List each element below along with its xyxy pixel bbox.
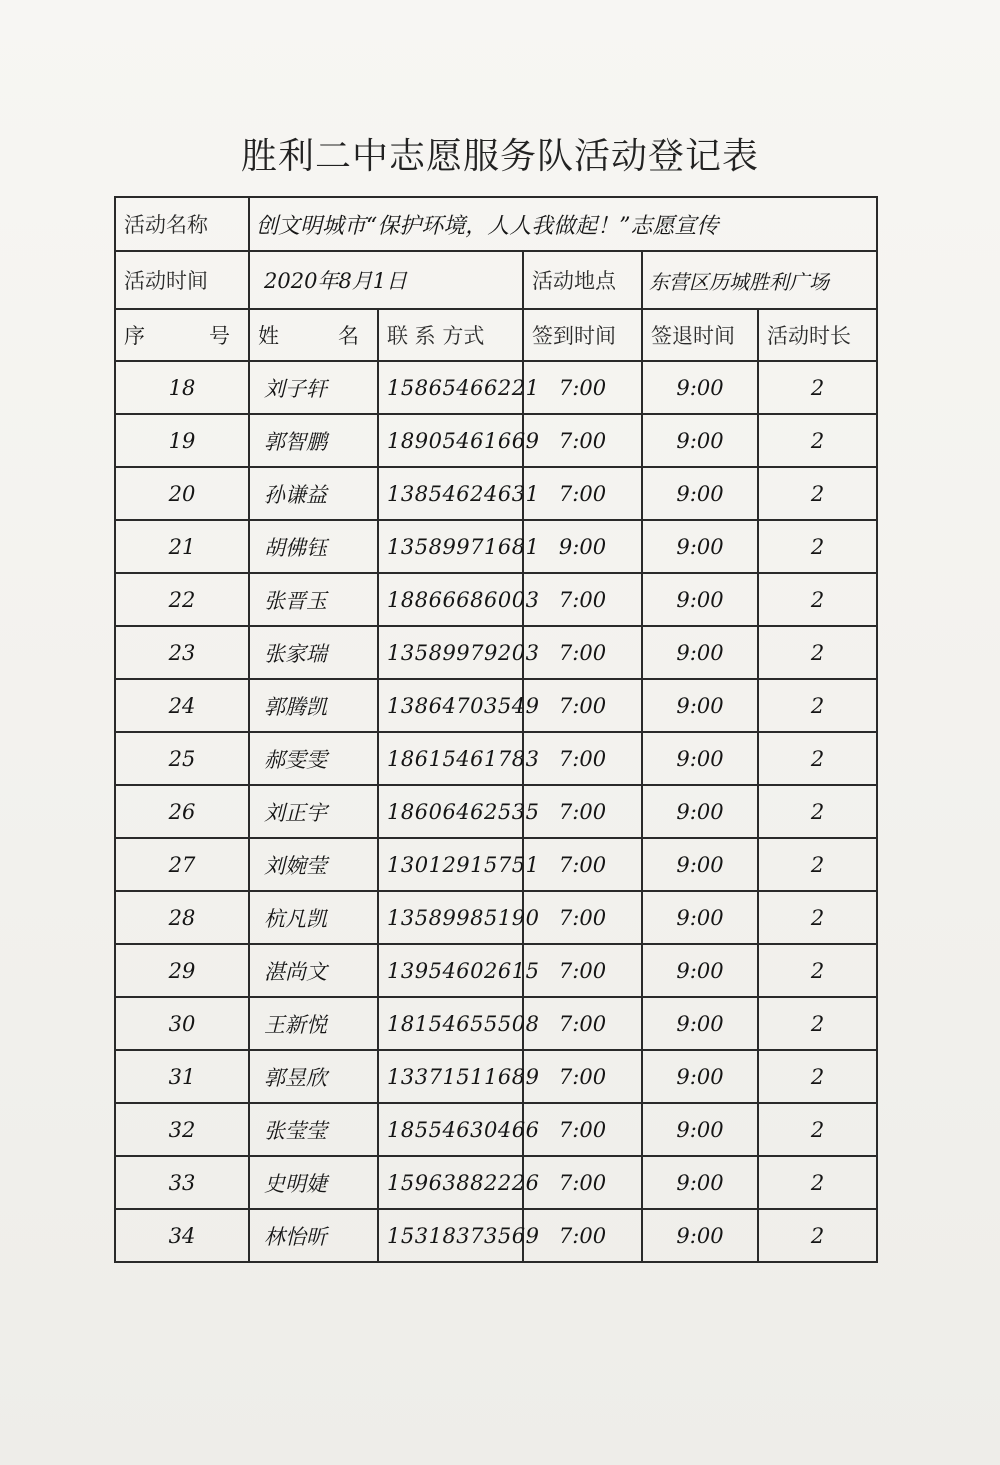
row-duration: 2 (758, 520, 877, 573)
row-seq: 32 (115, 1103, 249, 1156)
column-header-row (115, 309, 877, 361)
row-sign-in-time: 7:00 (523, 732, 642, 785)
col-seq-header-part1: 序 (124, 324, 145, 348)
row-duration: 2 (758, 891, 877, 944)
table-row (115, 679, 877, 732)
row-sign-out-time: 9:00 (642, 414, 758, 467)
row-name: 郭腾凯 (249, 679, 378, 732)
table-row (115, 944, 877, 997)
row-name: 王新悦 (249, 997, 378, 1050)
row-duration: 2 (758, 1050, 877, 1103)
row-duration: 2 (758, 838, 877, 891)
row-sign-in-time: 7:00 (523, 1103, 642, 1156)
row-name: 刘子轩 (249, 361, 378, 414)
row-sign-out-time: 9:00 (642, 1156, 758, 1209)
row-duration: 2 (758, 1209, 877, 1262)
col-contact-header: 联 系 方式 (378, 309, 523, 361)
row-phone: 13854624631 (378, 467, 523, 520)
row-sign-in-time: 7:00 (523, 838, 642, 891)
row-phone: 18615461783 (378, 732, 523, 785)
row-seq: 29 (115, 944, 249, 997)
table-row (115, 891, 877, 944)
row-sign-in-time: 7:00 (523, 1050, 642, 1103)
activity-name-value: 创文明城市“保护环境，人人我做起！”志愿宣传 (249, 197, 877, 251)
col-duration-header: 活动时长 (758, 309, 877, 361)
table-row (115, 467, 877, 520)
row-sign-in-time: 7:00 (523, 626, 642, 679)
row-sign-in-time: 9:00 (523, 520, 642, 573)
row-sign-in-time: 7:00 (523, 944, 642, 997)
row-sign-in-time: 7:00 (523, 997, 642, 1050)
row-sign-out-time: 9:00 (642, 467, 758, 520)
row-sign-out-time: 9:00 (642, 732, 758, 785)
row-duration: 2 (758, 414, 877, 467)
col-signout-header: 签退时间 (642, 309, 758, 361)
row-phone: 13589979203 (378, 626, 523, 679)
table-row (115, 997, 877, 1050)
table-row (115, 732, 877, 785)
row-seq: 24 (115, 679, 249, 732)
row-name: 林怡昕 (249, 1209, 378, 1262)
page-title: 胜利二中志愿服务队活动登记表 (240, 136, 759, 177)
row-phone: 13864703549 (378, 679, 523, 732)
row-sign-in-time: 7:00 (523, 1156, 642, 1209)
activity-name-row (115, 197, 877, 251)
row-name: 郭昱欣 (249, 1050, 378, 1103)
row-sign-out-time: 9:00 (642, 1209, 758, 1262)
row-phone: 15318373569 (378, 1209, 523, 1262)
row-name: 杭凡凯 (249, 891, 378, 944)
row-sign-in-time: 7:00 (523, 1209, 642, 1262)
row-phone: 15865466221 (378, 361, 523, 414)
row-seq: 19 (115, 414, 249, 467)
row-name: 张家瑞 (249, 626, 378, 679)
row-seq: 22 (115, 573, 249, 626)
row-seq: 25 (115, 732, 249, 785)
table-row (115, 414, 877, 467)
col-name-header (249, 309, 378, 361)
row-seq: 23 (115, 626, 249, 679)
row-duration: 2 (758, 1156, 877, 1209)
table-row (115, 1103, 877, 1156)
table-row (115, 520, 877, 573)
activity-time-label: 活动时间 (115, 251, 249, 309)
row-name: 郭智鹏 (249, 414, 378, 467)
row-sign-out-time: 9:00 (642, 997, 758, 1050)
row-name: 张晋玉 (249, 573, 378, 626)
row-sign-in-time: 7:00 (523, 679, 642, 732)
row-sign-out-time: 9:00 (642, 573, 758, 626)
row-duration: 2 (758, 467, 877, 520)
row-phone: 13954602615 (378, 944, 523, 997)
row-sign-out-time: 9:00 (642, 944, 758, 997)
col-seq-header (115, 309, 249, 361)
table-row (115, 1156, 877, 1209)
row-seq: 26 (115, 785, 249, 838)
col-name-header-part2: 名 (338, 324, 359, 348)
activity-name-label: 活动名称 (115, 197, 249, 251)
table-row (115, 1209, 877, 1262)
table-row (115, 1050, 877, 1103)
table-row (115, 626, 877, 679)
row-name: 刘正宇 (249, 785, 378, 838)
row-duration: 2 (758, 1103, 877, 1156)
row-duration: 2 (758, 361, 877, 414)
row-sign-in-time: 7:00 (523, 467, 642, 520)
table-row (115, 573, 877, 626)
row-phone: 15963882226 (378, 1156, 523, 1209)
row-name: 史明婕 (249, 1156, 378, 1209)
row-sign-out-time: 9:00 (642, 838, 758, 891)
row-seq: 33 (115, 1156, 249, 1209)
col-name-header-part1: 姓 (258, 324, 279, 348)
row-duration: 2 (758, 785, 877, 838)
row-duration: 2 (758, 732, 877, 785)
row-sign-in-time: 7:00 (523, 573, 642, 626)
row-duration: 2 (758, 573, 877, 626)
row-sign-in-time: 7:00 (523, 785, 642, 838)
row-sign-out-time: 9:00 (642, 891, 758, 944)
row-phone: 18905461669 (378, 414, 523, 467)
row-sign-out-time: 9:00 (642, 1103, 758, 1156)
row-sign-out-time: 9:00 (642, 520, 758, 573)
row-seq: 31 (115, 1050, 249, 1103)
row-sign-in-time: 7:00 (523, 414, 642, 467)
activity-time-row (115, 251, 877, 309)
table-row (115, 361, 877, 414)
row-seq: 20 (115, 467, 249, 520)
row-phone: 18606462535 (378, 785, 523, 838)
row-duration: 2 (758, 626, 877, 679)
row-phone: 13589971681 (378, 520, 523, 573)
row-seq: 30 (115, 997, 249, 1050)
row-sign-out-time: 9:00 (642, 626, 758, 679)
row-phone: 13012915751 (378, 838, 523, 891)
row-sign-out-time: 9:00 (642, 1050, 758, 1103)
row-sign-in-time: 7:00 (523, 361, 642, 414)
activity-place-label: 活动地点 (523, 251, 642, 309)
row-seq: 21 (115, 520, 249, 573)
table-row (115, 785, 877, 838)
row-duration: 2 (758, 997, 877, 1050)
col-seq-header-part2: 号 (209, 324, 230, 348)
row-name: 郝雯雯 (249, 732, 378, 785)
volunteer-rows (115, 361, 877, 1262)
row-sign-in-time: 7:00 (523, 891, 642, 944)
row-phone: 13371511689 (378, 1050, 523, 1103)
row-duration: 2 (758, 679, 877, 732)
row-sign-out-time: 9:00 (642, 679, 758, 732)
row-phone: 18554630466 (378, 1103, 523, 1156)
row-phone: 18154655508 (378, 997, 523, 1050)
table-row (115, 838, 877, 891)
row-sign-out-time: 9:00 (642, 361, 758, 414)
activity-time-value: 2020年8月1日 (249, 251, 523, 309)
row-duration: 2 (758, 944, 877, 997)
row-name: 湛尚文 (249, 944, 378, 997)
row-phone: 13589985190 (378, 891, 523, 944)
row-name: 孙谦益 (249, 467, 378, 520)
row-seq: 28 (115, 891, 249, 944)
row-seq: 27 (115, 838, 249, 891)
activity-place-value: 东营区历城胜利广场 (642, 251, 877, 309)
row-sign-out-time: 9:00 (642, 785, 758, 838)
row-name: 张莹莹 (249, 1103, 378, 1156)
registration-table (114, 196, 878, 1263)
row-name: 刘婉莹 (249, 838, 378, 891)
row-seq: 34 (115, 1209, 249, 1262)
row-name: 胡佛钰 (249, 520, 378, 573)
row-phone: 18866686003 (378, 573, 523, 626)
col-signin-header: 签到时间 (523, 309, 642, 361)
row-seq: 18 (115, 361, 249, 414)
